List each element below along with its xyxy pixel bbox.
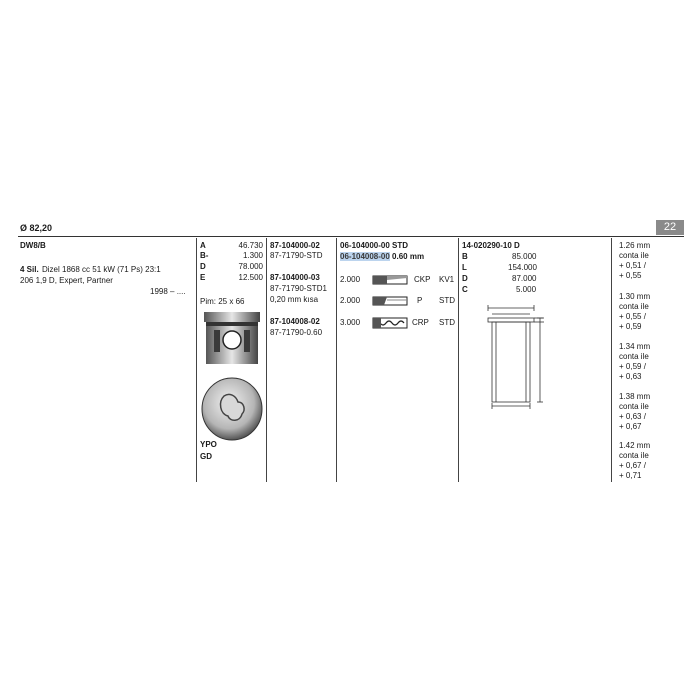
protrusion-range: + 0,63 bbox=[619, 372, 642, 381]
bore-diameter: Ø 82,20 bbox=[20, 223, 53, 233]
piston-label: YPO bbox=[200, 440, 217, 449]
protrusion-range: + 0,59 bbox=[619, 322, 642, 331]
engine-column bbox=[18, 238, 194, 482]
column-divider bbox=[196, 238, 197, 482]
protrusion-gasket: conta ile bbox=[619, 352, 649, 361]
pin-size: Pim: 25 x 66 bbox=[200, 297, 245, 306]
piston-label: GD bbox=[200, 452, 212, 461]
column-divider bbox=[458, 238, 459, 482]
protrusion-gasket: conta ile bbox=[619, 451, 649, 460]
protrusion-range: + 0,67 bbox=[619, 422, 642, 431]
page-number-badge: 22 bbox=[656, 220, 684, 235]
ring-thickness: 2.000 bbox=[340, 275, 361, 284]
header-bar bbox=[18, 218, 684, 237]
protrusion-mm: 1.26 mm bbox=[619, 241, 651, 250]
scraper-ring-icon bbox=[372, 294, 410, 308]
protrusion-mm: 1.34 mm bbox=[619, 342, 651, 351]
dim-value: 46.730 bbox=[238, 241, 263, 250]
protrusion-gasket: conta ile bbox=[619, 302, 649, 311]
dim-value: 78.000 bbox=[238, 262, 263, 271]
rings-column bbox=[338, 238, 456, 482]
compression-ring-icon bbox=[372, 273, 410, 287]
protrusion-range: + 0,51 / bbox=[619, 261, 646, 270]
protrusion-mm: 1.30 mm bbox=[619, 292, 651, 301]
engine-code: DW8/B bbox=[20, 241, 46, 250]
protrusion-mm: 1.42 mm bbox=[619, 441, 651, 450]
protrusion-range: + 0,59 / bbox=[619, 362, 646, 371]
catalog-sheet bbox=[18, 218, 684, 482]
liner-code: 14-020290-10 D bbox=[462, 241, 520, 250]
engine-spec: Dizel 1868 cc 51 kW (71 Ps) 23:1 bbox=[42, 265, 161, 274]
protrusion-range: + 0,55 / bbox=[619, 312, 646, 321]
piston-code: 87-104000-03 bbox=[270, 273, 320, 282]
piston-subcode: 87-71790-0.60 bbox=[270, 328, 323, 337]
liner-dim-value: 85.000 bbox=[512, 252, 537, 261]
protrusion-mm: 1.38 mm bbox=[619, 392, 651, 401]
dim-key: A bbox=[200, 241, 206, 250]
ring-spec: STD bbox=[439, 296, 455, 305]
liner-dim-key: L bbox=[462, 263, 467, 272]
protrusion-gasket: conta ile bbox=[619, 251, 649, 260]
ring-set-code-alt bbox=[340, 252, 424, 262]
piston-code: 87-104008-02 bbox=[270, 317, 320, 326]
liner-dim-value: 154.000 bbox=[508, 263, 537, 272]
piston-note: 0,20 mm kısa bbox=[270, 295, 319, 304]
dim-value: 1.300 bbox=[242, 251, 263, 260]
ring-spec: STD bbox=[439, 318, 455, 327]
ring-set-code: 06-104000-00 STD bbox=[340, 241, 409, 250]
piston-crown-illustration bbox=[200, 376, 264, 442]
piston-subcode: 87-71790-STD bbox=[270, 251, 323, 260]
ring-thickness: 2.000 bbox=[340, 296, 361, 305]
protrusion-range: + 0,67 / bbox=[619, 461, 646, 470]
ring-code-highlight: 06-104008-00 bbox=[340, 252, 390, 261]
ring-type: CRP bbox=[412, 318, 429, 327]
cylinder-count: 4 Sil. bbox=[20, 265, 39, 274]
piston-subcode: 87-71790-STD1 bbox=[270, 284, 327, 293]
dim-key: B- bbox=[200, 251, 209, 260]
column-divider bbox=[266, 238, 267, 482]
liner-dim-key: B bbox=[462, 252, 468, 261]
ring-spec: KV1 bbox=[439, 275, 455, 284]
piston-codes-column bbox=[268, 238, 334, 482]
protrusion-range: + 0,55 bbox=[619, 271, 642, 280]
engine-years: 1998 – .... bbox=[150, 287, 186, 296]
protrusion-column bbox=[617, 238, 683, 482]
ring-code-suffix: 0.60 mm bbox=[389, 252, 425, 261]
cylinder-liner-diagram bbox=[464, 302, 554, 426]
ring-type: P bbox=[417, 296, 423, 305]
liner-column bbox=[460, 238, 609, 482]
liner-dim-value: 87.000 bbox=[512, 274, 537, 283]
dim-key: D bbox=[200, 262, 206, 271]
liner-dim-key: D bbox=[462, 274, 468, 283]
piston-side-illustration bbox=[200, 310, 264, 368]
liner-dim-key: C bbox=[462, 285, 468, 294]
oil-ring-icon bbox=[372, 316, 410, 330]
column-divider bbox=[336, 238, 337, 482]
protrusion-range: + 0,71 bbox=[619, 471, 642, 480]
dim-value: 12.500 bbox=[238, 273, 263, 282]
ring-thickness: 3.000 bbox=[340, 318, 361, 327]
piston-dims-column bbox=[198, 238, 264, 482]
engine-models: 206 1,9 D, Expert, Partner bbox=[20, 276, 113, 285]
protrusion-gasket: conta ile bbox=[619, 402, 649, 411]
dim-key: E bbox=[200, 273, 206, 282]
protrusion-range: + 0,63 / bbox=[619, 412, 646, 421]
column-divider bbox=[611, 238, 612, 482]
ring-type: CKP bbox=[414, 275, 431, 284]
piston-code: 87-104000-02 bbox=[270, 241, 320, 250]
liner-dim-value: 5.000 bbox=[516, 285, 537, 294]
